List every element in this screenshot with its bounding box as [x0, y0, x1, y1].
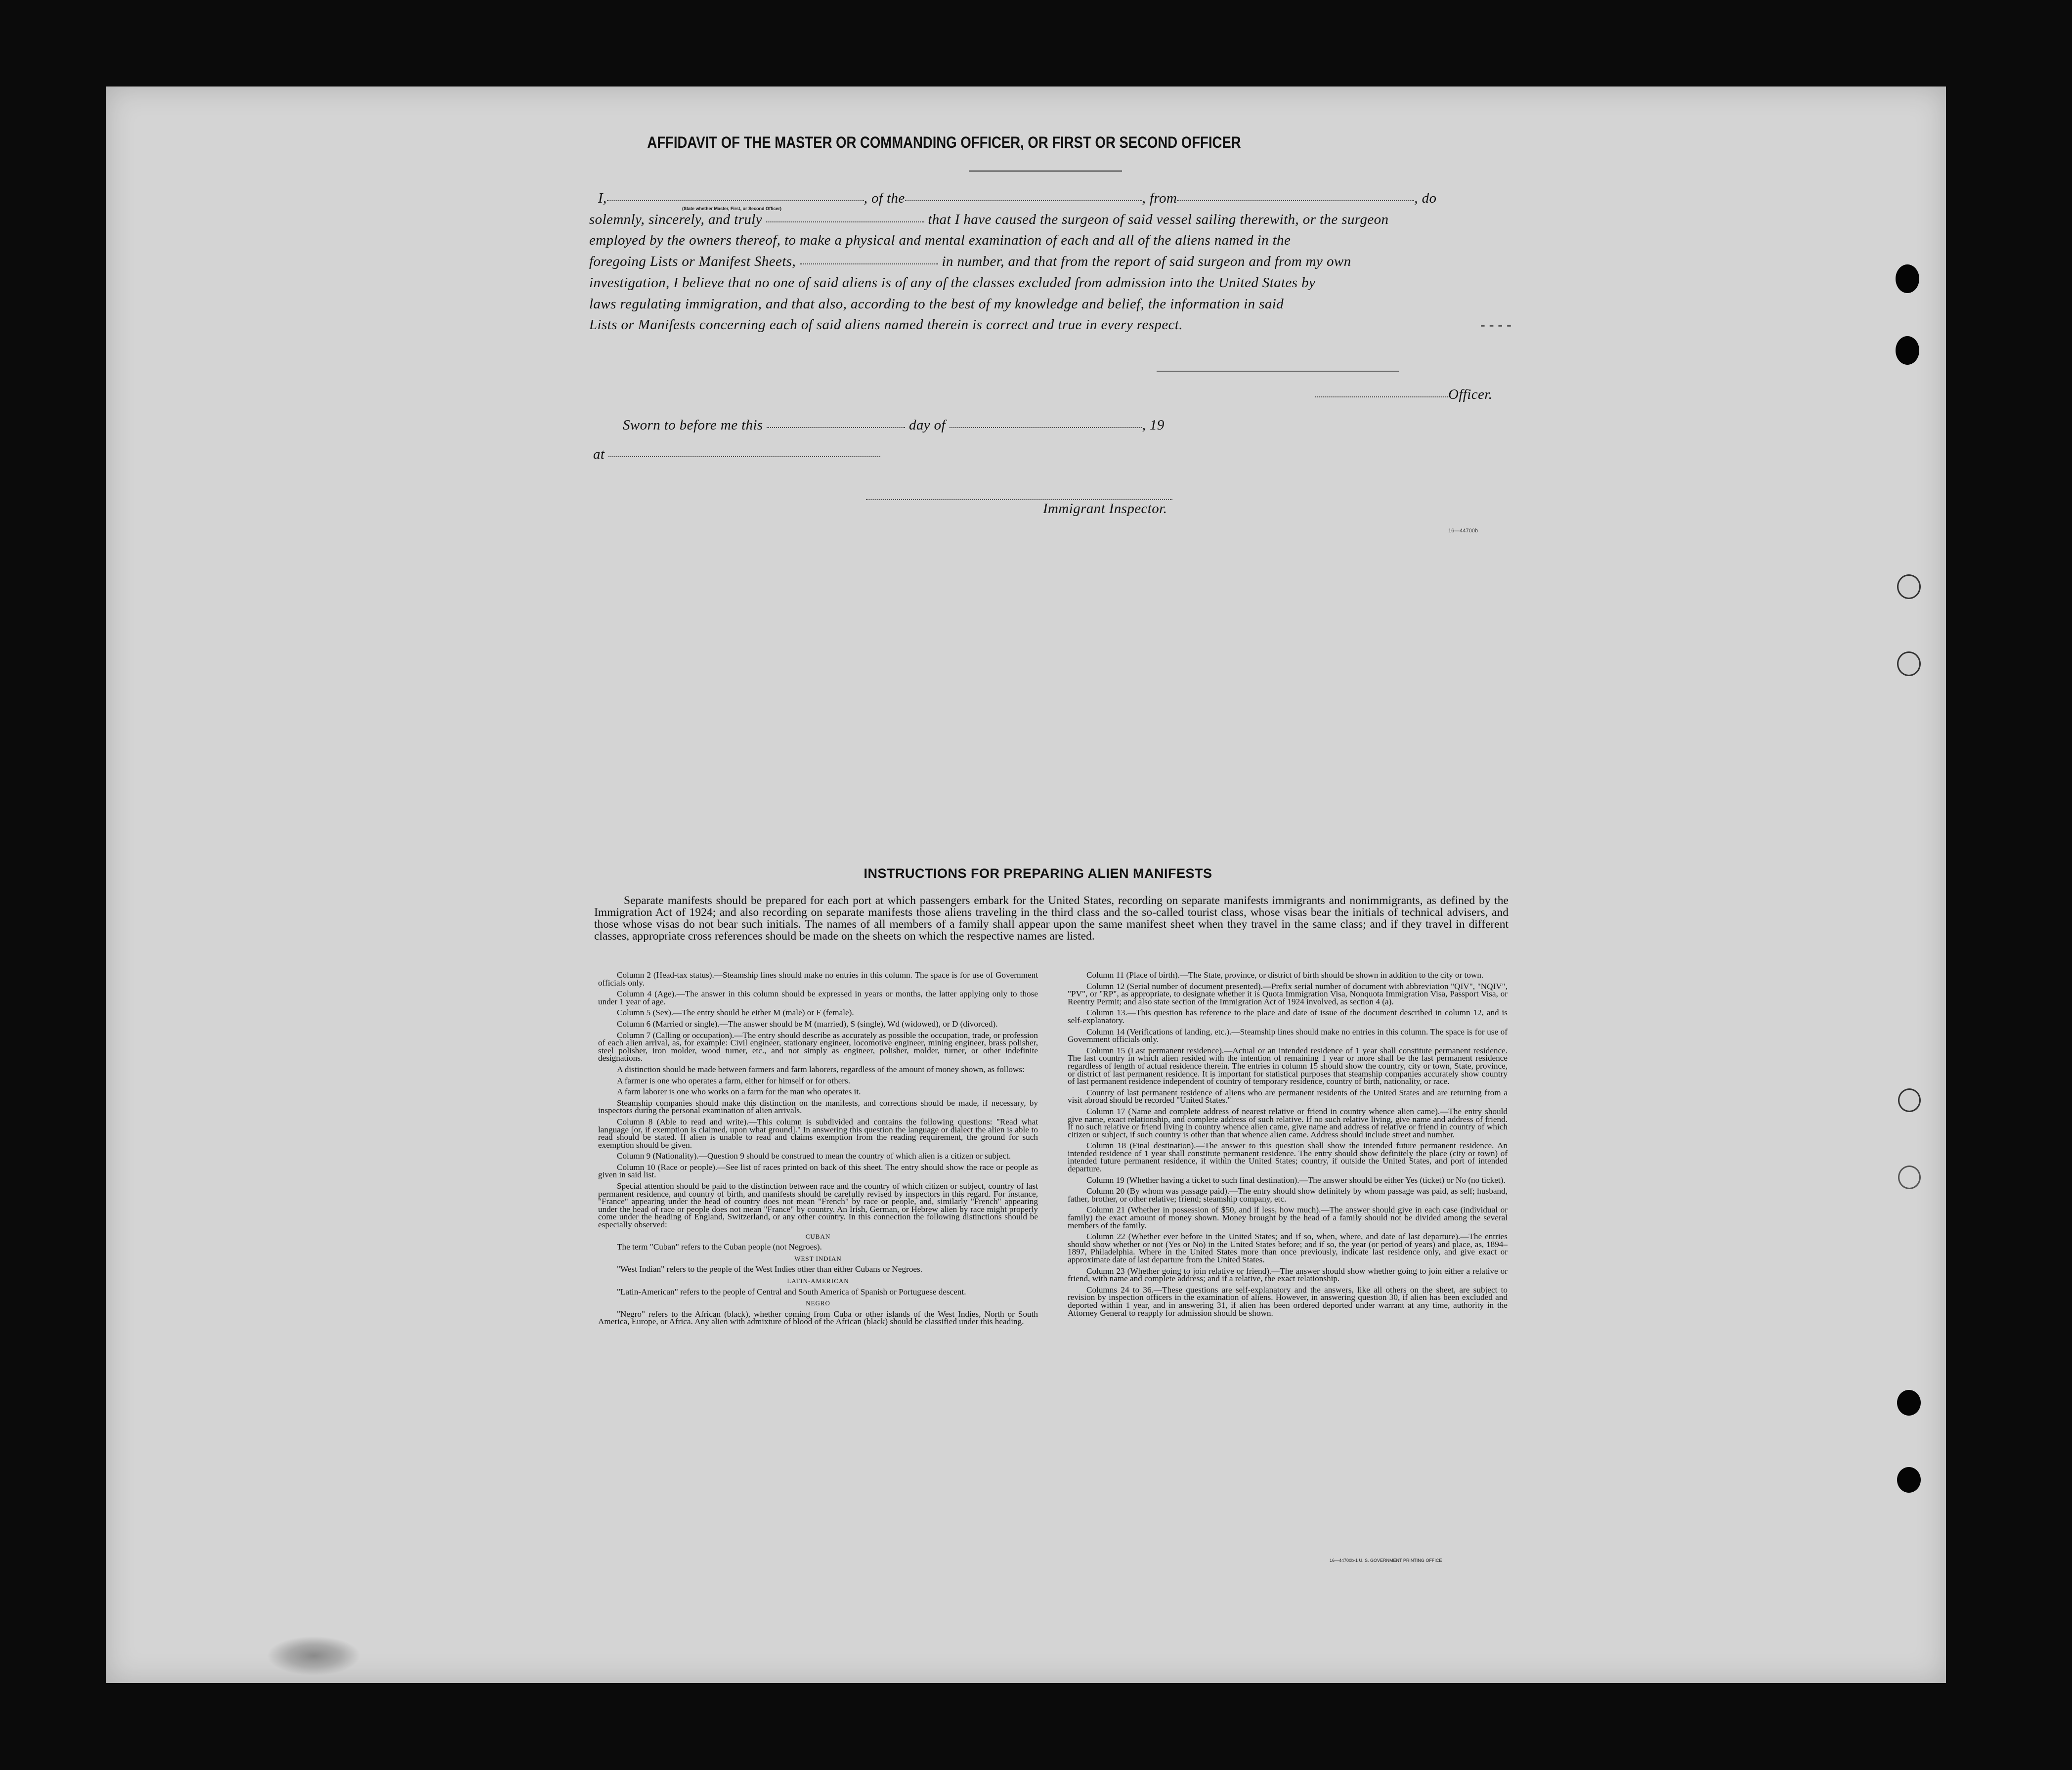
instruction-paragraph: Column 7 (Calling or occupation).—The entry should describe as accurately as possible the occupation, trade, or profession of each alien arrival, as, for example: Civil engineer, stationary engineer, locomotive engineer, mining engineer, brass polisher, steel polisher, iron molder, wood turner, etc., and not simply as engineer, polisher, molder, turner, or other indefinite designations. — [598, 1030, 1038, 1063]
affidavit-line-3: employed by the owners thereof, to make a physical and mental examination of each and all of the aliens named in the — [589, 232, 1291, 248]
instruction-paragraph: Column 18 (Final destination).—The answer to this question shall show the intended future permanent residence. An intended residence of 1 year shall constitute permanent residence. The entry should show definitely the place (city or town) of intended future permanent residence, if within the United States; country, if outside the United States, and port of intended departure. — [1068, 1141, 1508, 1174]
affidavit-line-4: foregoing Lists or Manifest Sheets, in number, and that from the report of said surgeon and from my own — [589, 254, 1351, 269]
instruction-paragraph: Column 20 (By whom was passage paid).—The entry should show definitely by whom passage was paid, as self; husband, father, brother, or other relative; friend; steamship company, etc. — [1068, 1186, 1508, 1204]
binder-hole — [1897, 1390, 1921, 1416]
instruction-paragraph: A distinction should be made between farmers and farm laborers, regardless of the amount of money shown, as follows: — [617, 1064, 1025, 1074]
officer-line: Officer. — [1315, 387, 1492, 403]
affidavit-line-5: investigation, I believe that no one of said aliens is of any of the classes excluded from admission into the United States by — [589, 275, 1316, 291]
instructions-intro: Separate manifests should be prepared for each port at which passengers embark for the United States, recording on separate manifests immigrants and nonimmigrants, as defined by the Immigration Act of 1924; and also recording on separate manifests those aliens traveling in the third class and the so-called tourist class, whose visas bear the initials of technical advisers, and those whose visas do not bear such initials. The names of all members of a family shall appear upon the same manifest sheet when they travel in the same class; and if they travel in different classes, appropriate cross references should be made on the sheets on which the respective names are listed. — [594, 894, 1509, 943]
officer-title-blank[interactable] — [1315, 396, 1448, 397]
binder-hole — [1898, 1088, 1921, 1112]
instruction-paragraph: Column 5 (Sex).—The entry should be either M (male) or F (female). — [617, 1008, 854, 1018]
heading-negro: NEGRO — [806, 1299, 830, 1307]
instruction-paragraph: "West Indian" refers to the people of the West Indies other than either Cubans or Negroes. — [617, 1264, 923, 1274]
port-blank[interactable] — [1177, 200, 1414, 201]
instruction-paragraph: Special attention should be paid to the distinction between race and the country of which citizen or subject, country of last permanent residence, and country of birth, and manifests should be carefully revised by inspectors in this regard. For instance, "France" appearing under the head of country does not mean "French" by race or people, and, similarly "French" appearing under the head of race or people does not mean "France" by country. An Irish, German, or Hebrew alien by race might properly come under the heading of England, Switzerland, or any other country. In this connection the following distinctions should be especially observed: — [598, 1181, 1038, 1230]
dash-marks: - - - - — [1480, 317, 1512, 333]
instruction-paragraph: A farmer is one who operates a farm, either for himself or for others. — [617, 1076, 851, 1085]
instructions-title: INSTRUCTIONS FOR PREPARING ALIEN MANIFESTS — [863, 866, 1212, 881]
day-blank[interactable] — [767, 427, 905, 428]
place-blank[interactable] — [608, 456, 880, 457]
form-code: 16—44700b — [1448, 528, 1478, 534]
name-blank[interactable] — [607, 200, 864, 201]
month-blank[interactable] — [950, 427, 1142, 428]
affidavit-line-2: solemnly, sincerely, and truly that I have caused the surgeon of said vessel sailing therewith, or the surgeon — [589, 212, 1389, 227]
instruction-paragraph: Column 15 (Last permanent residence).—Actual or an intended residence of 1 year shall constitute permanent residence. The last country in which alien resided with the intention of remaining 1 year or more shall be the last permanent residence regardless of length of actual residence therein. The entries in column 15 should show the country, city or town, State, province, or district of last permanent residence. It is important for statistical purposes that steamship companies accurately show country of last permanent residence independent of country of temporary residence, country of birth, nationality, or race. — [1068, 1045, 1508, 1086]
affidavit-line-7: Lists or Manifests concerning each of said aliens named therein is correct and true in every respect. — [589, 317, 1183, 333]
binder-hole — [1896, 336, 1919, 365]
inspector-signature-line[interactable] — [866, 499, 1172, 500]
affidavit-title: AFFIDAVIT OF THE MASTER OR COMMANDING OFFICER, OR FIRST OR SECOND OFFICER — [647, 133, 1241, 151]
printing-office-footer: 16—44700b-1 U. S. GOVERNMENT PRINTING OFFICE — [1330, 1558, 1442, 1563]
instruction-paragraph: Column 2 (Head-tax status).—Steamship lines should make no entries in this column. The space is for use of Government officials only. — [598, 970, 1038, 988]
instruction-paragraph: Country of last permanent residence of aliens who are permanent residents of the United States and are returning from a visit abroad should be recorded "United States." — [1068, 1087, 1508, 1105]
signature-line[interactable] — [1157, 371, 1399, 372]
instruction-paragraph: Column 17 (Name and complete address of nearest relative or friend in country whence alien came).—The entry should give name, exact relationship, and complete address of such relative. If no such relative living, give name and address of friend. If no such relative or friend living in country whence alien came, give name and address of relative or friend in country of which citizen or subject, if such country is other than that whence alien came. Address should include street and number. — [1068, 1106, 1508, 1139]
instruction-paragraph: Column 21 (Whether in possession of $50, and if less, how much).—The answer should give in each case (individual or family) the exact amount of money shown. Money brought by the head of a family should not be divided among the several members of the family. — [1068, 1205, 1508, 1230]
instruction-paragraph: "Latin-American" refers to the people of Central and South America of Spanish or Portuguese descent. — [617, 1287, 966, 1296]
instruction-paragraph: The term "Cuban" refers to the Cuban people (not Negroes). — [617, 1242, 822, 1252]
instruction-paragraph: Column 13.—This question has reference to the place and date of issue of the document described in column 12, and is self-explanatory. — [1068, 1008, 1508, 1025]
binder-hole — [1897, 574, 1921, 599]
binder-hole — [1897, 1467, 1921, 1493]
affidavit-line-1: I, , of the , from , do — [598, 190, 1437, 206]
instruction-paragraph: Columns 24 to 36.—These questions are self-explanatory and the answers, like all others on the sheet, are subject to revision by inspection officers in the examination of aliens. However, in answering question 30, if alien has been excluded and deported within 1 year, and in answering 31, if alien has been ordered deported under warrant at any time, authority in the Attorney General to reapply for admission should be shown. — [1068, 1285, 1508, 1318]
instruction-paragraph: Column 12 (Serial number of document presented).—Prefix serial number of document with abbreviation "QIV", "NQIV", "PV", or "RP", as appropriate, to designate whether it is Quota Immigration Visa, Nonquota Immigration Visa, Passport Visa, or Reentry Permit; and also state section of the Immigration Act of 1924 involved, as section 4 (a). — [1068, 981, 1508, 1006]
instructions-left-column — [598, 971, 1038, 1329]
instruction-paragraph: Column 8 (Able to read and write).—This column is subdivided and contains the following questions: "Read what language [or, if exemption is claimed, upon what ground]." In answering this question the language or dialect the alien is able to read should be stated. If alien is unable to read and claims exemption from the reading requirement, the ground for such exemption should be given. — [598, 1117, 1038, 1150]
at-line: at — [593, 446, 880, 463]
instruction-paragraph: "Negro" refers to the African (black), whether coming from Cuba or other islands of the West Indies, North or South America, Europe, or Africa. Any alien with admixture of blood of the African (black) should be classified under this heading. — [598, 1309, 1038, 1327]
paper-smudge — [267, 1636, 361, 1676]
title-underline — [969, 171, 1122, 172]
inspector-label: Immigrant Inspector. — [1043, 501, 1167, 517]
heading-cuban: CUBAN — [805, 1232, 831, 1240]
sheets-count-blank[interactable] — [800, 263, 938, 264]
instructions-right-column — [1068, 971, 1508, 1320]
rank-blank[interactable] — [766, 221, 924, 222]
instruction-paragraph: Column 19 (Whether having a ticket to such final destination).—The answer should be either Yes (ticket) or No (no ticket). — [1086, 1175, 1506, 1185]
instruction-paragraph: Steamship companies should make this distinction on the manifests, and corrections should be made, if necessary, by inspectors during the personal examination of alien arrivals. — [598, 1098, 1038, 1116]
heading-latin-american: LATIN-AMERICAN — [787, 1277, 849, 1285]
instruction-paragraph: Column 9 (Nationality).—Question 9 should be construed to mean the country of which alien is a citizen or subject. — [617, 1151, 1011, 1161]
instruction-paragraph: Column 6 (Married or single).—The answer should be M (married), S (single), Wd (widowed), or D (divorced). — [617, 1019, 998, 1029]
vessel-blank[interactable] — [905, 200, 1142, 201]
sworn-line: Sworn to before me this day of , 19 — [623, 417, 1165, 433]
instruction-paragraph: Column 4 (Age).—The answer in this column should be expressed in years or months, the latter applying only to those under 1 year of age. — [598, 989, 1038, 1006]
binder-hole — [1898, 1166, 1921, 1189]
affidavit-line-6: laws regulating immigration, and that also, according to the best of my knowledge and belief, the information in said — [589, 296, 1284, 312]
instruction-paragraph: Column 23 (Whether going to join relative or friend).—The answer should show whether going to join either a relative or friend, with name and complete address; and if a relative, the exact relationship. — [1068, 1266, 1508, 1284]
rank-hint: (State whether Master, First, or Second Officer) — [682, 206, 782, 211]
heading-west-indian: WEST INDIAN — [794, 1254, 842, 1262]
instruction-paragraph: Column 14 (Verifications of landing, etc.).—Steamship lines should make no entries in this column. The space is for use of Government officials only. — [1068, 1027, 1508, 1044]
instruction-paragraph: Column 10 (Race or people).—See list of races printed on back of this sheet. The entry should show the race or people as given in said list. — [598, 1162, 1038, 1180]
binder-hole — [1896, 264, 1919, 293]
instruction-paragraph: Column 11 (Place of birth).—The State, province, or district of birth should be shown in addition to the city or town. — [1086, 970, 1484, 980]
instruction-paragraph: Column 22 (Whether ever before in the United States; and if so, when, where, and date of last departure).—The entries should show whether or not (Yes or No) in the United States before; and if so, the year (or period of years) and place, as, 1894–1897, Philadelphia. Where in the United States more than once previously, indicate last residence only, and give exact or approximate date of last departure from the United States. — [1068, 1232, 1508, 1264]
binder-hole — [1897, 651, 1921, 676]
instruction-paragraph: A farm laborer is one who works on a farm for the man who operates it. — [617, 1087, 861, 1097]
